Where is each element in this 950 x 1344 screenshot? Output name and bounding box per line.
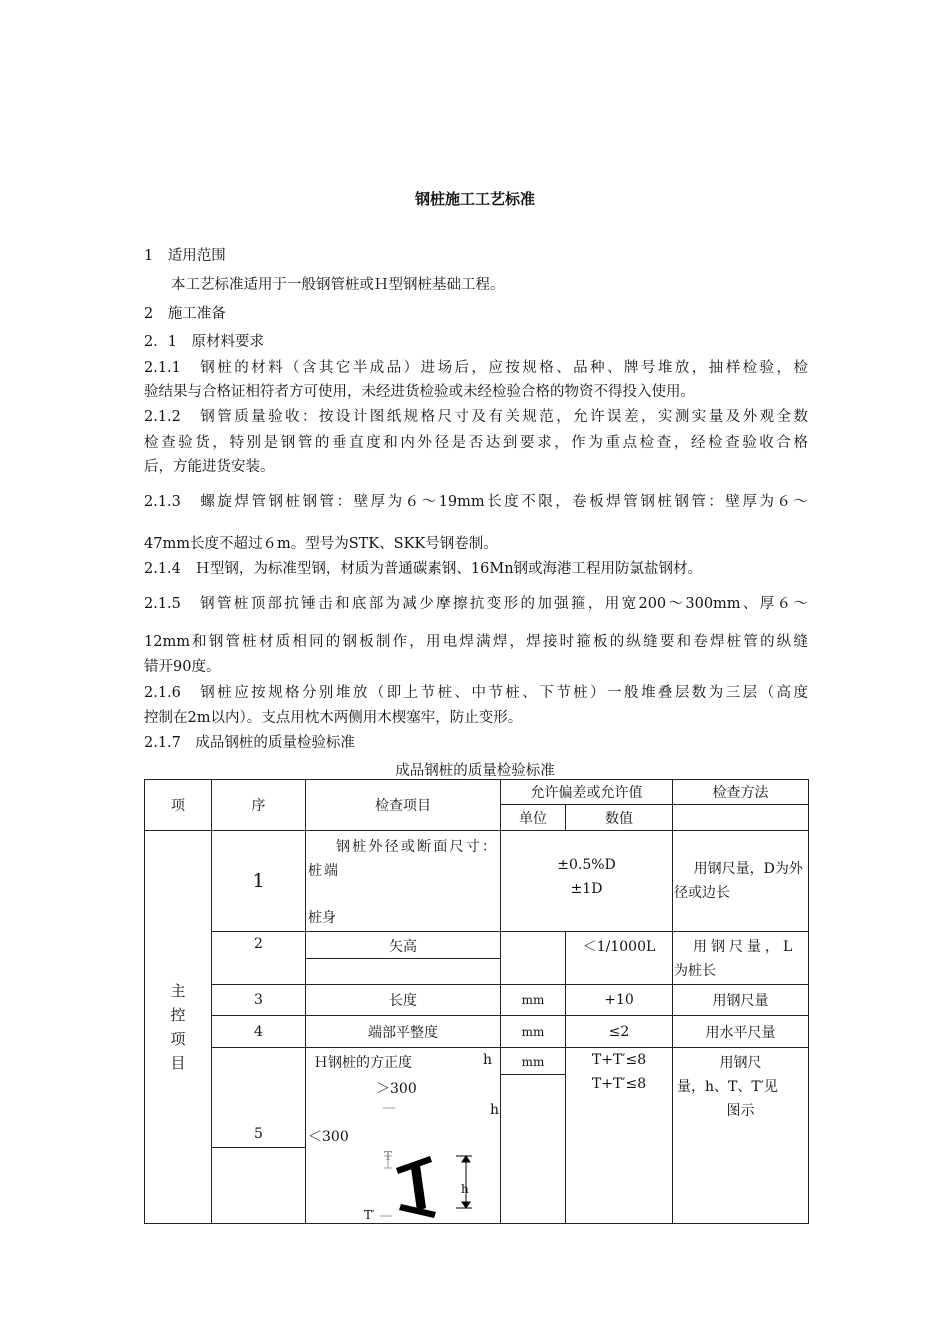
row4-value: ≤2 xyxy=(566,1016,673,1048)
row4-unit: mm xyxy=(501,1016,566,1048)
row1-method xyxy=(673,831,809,932)
para-2-1-5-line2: 12mm和钢管桩材质相同的钢板制作，用电焊满焊，焊接时箍板的纵缝要和卷焊桩管的纵缝 xyxy=(144,634,808,650)
row2-unit xyxy=(501,932,566,985)
row2-value: ＜1/1000L xyxy=(566,932,673,985)
row5-check-h2: h xyxy=(489,1102,499,1118)
para-2-1-1-line2: 验结果与合格证相符者方可使用，未经进货检验或未经检验合格的物资不得投入使用。 xyxy=(144,384,695,400)
row5-check-a: Ｈ钢桩的方正度 xyxy=(314,1055,412,1071)
para-2-1-2-line2: 检查验货，特别是钢管的垂直度和内外径是否达到要求，作为重点检查，经检查验收合格 xyxy=(144,435,808,451)
row5-method-b: 量，h、T、T′见 xyxy=(677,1079,778,1095)
section-2-heading: 2 施工准备 xyxy=(144,306,226,322)
para-2-1-2-line3: 后，方能进货安装。 xyxy=(144,459,275,475)
t-markers xyxy=(380,1156,392,1216)
row1-check-b: 桩身 xyxy=(308,910,336,926)
row5-seq-rule xyxy=(212,1147,305,1148)
row2-check xyxy=(306,932,501,985)
table-caption: 成品钢桩的质量检验标准 xyxy=(395,763,555,779)
row5-fig-h: h xyxy=(461,1182,469,1196)
row5-check-dash: — xyxy=(382,1100,396,1116)
row5-value-a: T+T′≤8 xyxy=(591,1052,647,1068)
row3-method: 用钢尺量 xyxy=(673,985,809,1016)
para-2-1-1-line1: 2.1.1 钢桩的材料（含其它半成品）进场后，应按规格、品种、牌号堆放，抽样检验，检 xyxy=(144,360,808,376)
header-tolerance: 允许偏差或允许值 xyxy=(501,780,673,805)
header-check-item: 检查项目 xyxy=(306,780,501,831)
header-method: 检查方法 xyxy=(673,780,809,805)
row2-check-text: 矢高 xyxy=(389,939,417,955)
row5-unit-rule xyxy=(501,1074,565,1075)
para-2-1-3-line2: 47mm长度不超过６m。型号为STK、SKK号钢卷制。 xyxy=(144,536,498,552)
row2-inner-rule xyxy=(306,958,500,959)
header-unit: 单位 xyxy=(501,805,566,831)
row2-method-a: 用钢尺量，L xyxy=(693,939,797,955)
header-seq: 序 xyxy=(212,780,306,831)
row2-seq: 2 xyxy=(212,932,306,985)
row4-seq: 4 xyxy=(212,1016,306,1048)
h-beam-icon xyxy=(396,1156,436,1218)
row4-check: 端部平整度 xyxy=(306,1016,501,1048)
para-2-1-2-line1: 2.1.2 钢管质量验收：按设计图纸规格尺寸及有关规范，允许误差，实测实量及外观全数 xyxy=(144,409,808,425)
para-2-1-3-line1: 2.1.3 螺旋焊管钢桩钢管：壁厚为６～19mm长度不限，卷板焊管钢桩钢管：壁厚为６～ xyxy=(144,494,808,510)
row5-value xyxy=(566,1048,673,1224)
row5-seq-text: 5 xyxy=(254,1126,263,1142)
row5-check-c: ＜300 xyxy=(308,1129,349,1145)
group-cell xyxy=(145,831,212,1224)
quality-standard-table xyxy=(144,779,809,1224)
row5-unit xyxy=(501,1048,566,1224)
section-2-1-heading: 2．1 原材料要求 xyxy=(144,334,264,350)
row5-seq xyxy=(212,1048,306,1224)
row1-value-b: ±1D xyxy=(570,881,603,897)
para-2-1-4: 2.1.4 Ｈ型钢，为标准型钢，材质为普通碳素钢、16Mn钢或海港工程用防氯盐钢材。 xyxy=(144,561,703,577)
para-2-1-6-line1: 2.1.6 钢桩应按规格分别堆放（即上节桩、中节桩、下节桩）一般堆叠层数为三层（高度 xyxy=(144,685,808,701)
row5-value-b: T+T′≤8 xyxy=(591,1076,647,1092)
row3-unit: mm xyxy=(501,985,566,1016)
row4-method: 用水平尺量 xyxy=(673,1016,809,1048)
header-method-blank xyxy=(673,805,809,831)
row1-seq: 1 xyxy=(212,831,306,932)
para-2-1-7: 2.1.7 成品钢桩的质量检验标准 xyxy=(144,735,355,751)
h-pile-diagram xyxy=(306,1140,500,1224)
page-title: 钢桩施工工艺标准 xyxy=(414,190,535,208)
row5-unit-text: mm xyxy=(521,1055,545,1069)
row1-method-text: 用钢尺量，D为外径或边长 xyxy=(674,861,803,901)
group-label: 主控项目 xyxy=(170,982,186,1072)
row1-value-a: ±0.5%D xyxy=(557,857,616,873)
row5-fig-t: T xyxy=(384,1149,393,1163)
row3-seq: 3 xyxy=(212,985,306,1016)
row3-check: 长度 xyxy=(306,985,501,1016)
section-1-text: 本工艺标准适用于一般钢管桩或Ｈ型钢桩基础工程。 xyxy=(171,277,505,293)
para-2-1-5-line3: 错开90度。 xyxy=(144,659,221,675)
row2-method xyxy=(673,932,809,985)
para-2-1-5-line1: 2.1.5 钢管桩顶部抗锤击和底部为减少摩擦抗变形的加强箍，用宽200～300mm、厚６～ xyxy=(144,596,808,612)
para-2-1-6-line2: 控制在2m以内）。支点用枕木两侧用木楔塞牢，防止变形。 xyxy=(144,710,523,726)
row3-value: +10 xyxy=(566,985,673,1016)
header-value: 数值 xyxy=(566,805,673,831)
row5-check-b: ＞300 xyxy=(376,1081,417,1097)
section-1-heading: 1 适用范围 xyxy=(144,248,226,264)
header-item: 项 xyxy=(145,780,212,831)
row5-fig-tp: T′ xyxy=(364,1208,375,1222)
row5-method-a: 用钢尺 xyxy=(719,1055,762,1071)
row2-method-b: 为桩长 xyxy=(674,963,716,979)
row5-check-h1: h xyxy=(482,1052,492,1068)
row5-check xyxy=(306,1048,501,1224)
row1-check xyxy=(306,831,501,932)
row1-values xyxy=(501,831,673,932)
row1-check-a: 钢桩外径或断面尺寸：桩端 xyxy=(308,839,498,879)
row5-method-c: 图示 xyxy=(726,1103,755,1119)
row5-method xyxy=(673,1048,809,1224)
